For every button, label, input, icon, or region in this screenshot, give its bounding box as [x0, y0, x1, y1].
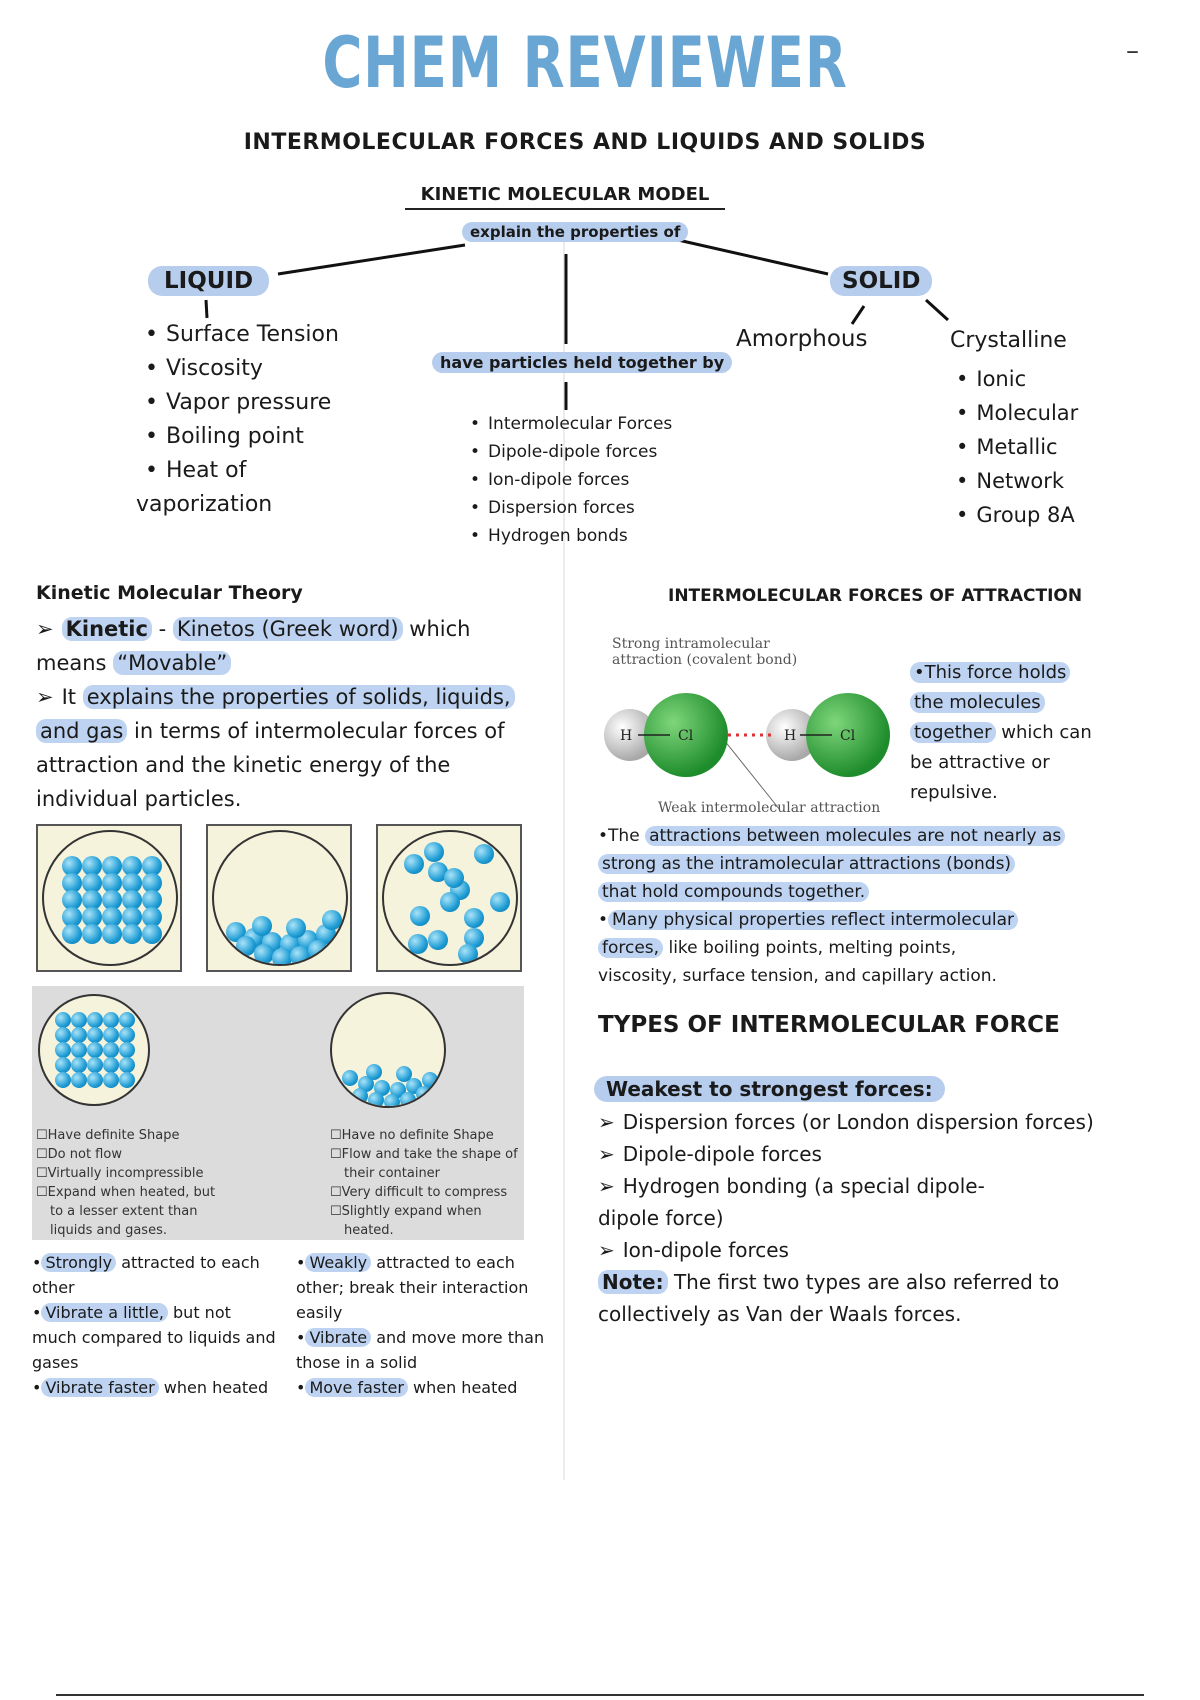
kinetic-word: Kinetic	[62, 617, 152, 641]
kmt-line-2	[36, 646, 556, 680]
kmt-line-5: attraction and the kinetic energy of the	[36, 753, 451, 777]
kmt-line-3	[36, 680, 556, 714]
explains-text: explains the properties of solids, liquids,	[83, 685, 515, 709]
solid-lattice	[62, 856, 166, 944]
solid-liquid-properties-figure	[32, 986, 524, 1240]
list-item: heated.	[344, 1223, 394, 1238]
hcl-cl-left: Cl	[678, 728, 694, 744]
weak-caption: Weak intermolecular attraction	[658, 800, 881, 816]
ifa-heading: INTERMOLECULAR FORCES OF ATTRACTION	[668, 586, 1083, 606]
types-list	[598, 1106, 1158, 1330]
ifa-p2-line1: • Many physical properties reflect intermolecular	[598, 906, 1138, 934]
list-item: • Network	[956, 464, 1078, 498]
solid-behaviour-1: • Strongly attracted to each	[32, 1253, 260, 1272]
list-item: • Molecular	[956, 396, 1078, 430]
it-text: It	[61, 685, 77, 709]
hcl-h-right: H	[784, 728, 797, 744]
gas-particles-panel	[376, 824, 522, 972]
solid-behaviour-2c: gases	[32, 1353, 79, 1372]
solid-behaviour-2: • Vibrate a little, but not	[32, 1303, 231, 1322]
kmm-underline	[405, 208, 725, 210]
solid-particles-panel	[36, 824, 182, 972]
holds-line-4: be attractive or	[910, 752, 1050, 773]
list-item: • Ionic	[956, 362, 1078, 396]
list-item: to a lesser extent than	[50, 1204, 198, 1219]
held-together-bubble: have particles held together by	[432, 352, 732, 373]
crystalline-label: Crystalline	[950, 328, 1067, 353]
list-item: ☐Have definite Shape	[36, 1128, 180, 1143]
liquid-sample-container	[330, 992, 446, 1108]
solid-properties-list	[36, 1126, 215, 1240]
holds-line-1: •This force holds	[910, 658, 1130, 688]
page-title: CHEM REVIEWER	[322, 22, 848, 104]
list-item: ☐Virtually incompressible	[36, 1166, 204, 1181]
list-item: ☐Expand when heated, but	[36, 1185, 216, 1200]
liquid-behaviour-3: • Move faster when heated	[296, 1378, 518, 1397]
ifa-paragraphs	[598, 822, 1138, 990]
ifa-p1-line1: •The attractions between molecules are not nearly as	[598, 822, 1138, 850]
list-item: • Vapor pressure	[145, 386, 339, 420]
list-item: their container	[344, 1166, 441, 1181]
list-item: • Surface Tension	[145, 318, 339, 352]
solid-behaviour	[32, 1250, 282, 1400]
kinetos-text: Kinetos (Greek word)	[173, 617, 403, 641]
note-line-1: Note: The first two types are also referred to	[598, 1266, 1158, 1298]
strong-caption: Strong intramolecular attraction (covalent bond)	[612, 636, 798, 668]
kmt-heading: Kinetic Molecular Theory	[36, 582, 303, 604]
liquid-properties	[145, 318, 339, 488]
weakest-to-strongest: Weakest to strongest forces:	[594, 1076, 945, 1102]
list-item: • Boiling point	[145, 420, 339, 454]
liquid-behaviour-1c: easily	[296, 1303, 343, 1322]
minimize-mark: –	[1126, 36, 1139, 66]
list-item: ➢ Dipole-dipole forces	[598, 1138, 1158, 1170]
ifa-p2-line3: viscosity, surface tension, and capillary action.	[598, 966, 997, 986]
dash: -	[158, 617, 167, 641]
liquid-node: LIQUID	[148, 266, 269, 296]
solid-sample-container	[38, 994, 150, 1106]
list-item: ➢ Dispersion forces (or London dispersion forces)	[598, 1106, 1158, 1138]
list-item: • Ion-dipole forces	[470, 466, 672, 494]
movable-text: “Movable”	[113, 651, 231, 675]
force-list	[470, 410, 672, 550]
solid-behaviour-3: • Vibrate faster when heated	[32, 1378, 269, 1397]
kmm-heading: KINETIC MOLECULAR MODEL	[420, 184, 710, 205]
bottom-rule	[56, 1694, 1144, 1696]
hcl-h-left: H	[620, 728, 633, 744]
list-item: ☐Have no definite Shape	[330, 1128, 494, 1143]
list-item: • Heat of	[145, 454, 339, 488]
ifa-p2-line2: forces, like boiling points, melting points,	[598, 934, 1138, 962]
and-gas-text: and gas	[36, 719, 127, 743]
solid-container	[42, 830, 178, 966]
list-item: • Dipole-dipole forces	[470, 438, 672, 466]
liquid-behaviour-1: • Weakly attracted to each	[296, 1253, 515, 1272]
list-item: ☐Flow and take the shape of	[330, 1147, 518, 1162]
list-item: • Viscosity	[145, 352, 339, 386]
liquid-behaviour-2b: those in a solid	[296, 1353, 418, 1372]
list-item: • Group 8A	[956, 498, 1078, 532]
solid-behaviour-1b: other	[32, 1278, 75, 1297]
holds-line-3: together which can	[910, 718, 1130, 748]
solid-node: SOLID	[830, 266, 932, 296]
note-line-2: collectively as Van der Waals forces.	[598, 1302, 962, 1326]
list-item: • Hydrogen bonds	[470, 522, 672, 550]
liquid-properties-list	[330, 1126, 518, 1240]
liquid-props-continued: vaporization	[136, 492, 273, 517]
solid-sample-lattice	[55, 1012, 139, 1092]
ifa-p1-line3: that hold compounds together.	[598, 878, 1138, 906]
kmt-line-4	[36, 714, 556, 748]
liquid-behaviour-1b: other; break their interaction	[296, 1278, 529, 1297]
liquid-particles-panel	[206, 824, 352, 972]
list-item: liquids and gases.	[50, 1223, 167, 1238]
list-item: • Metallic	[956, 430, 1078, 464]
ifa-p1-line2: strong as the intramolecular attractions (bonds)	[598, 850, 1138, 878]
liquid-behaviour	[296, 1250, 556, 1400]
list-item: ☐Slightly expand when	[330, 1204, 482, 1219]
kmt-rest-1: in terms of intermolecular forces of	[134, 719, 505, 743]
holds-line-2: the molecules	[910, 688, 1130, 718]
page-subtitle: INTERMOLECULAR FORCES AND LIQUIDS AND SOLIDS	[243, 130, 927, 155]
explain-bubble: explain the properties of	[462, 222, 688, 242]
list-item: ➢ Ion-dipole forces	[598, 1234, 1158, 1266]
list-item: ☐Do not flow	[36, 1147, 122, 1162]
crystalline-types	[956, 362, 1078, 532]
amorphous-label: Amorphous	[736, 326, 868, 352]
kmt-line-6: individual particles.	[36, 787, 242, 811]
holds-line-5: repulsive.	[910, 782, 998, 803]
hcl-molecule-diagram	[600, 660, 900, 820]
hcl-cl-right: Cl	[840, 728, 856, 744]
gas-container	[382, 830, 518, 966]
list-item-continued: dipole force)	[598, 1206, 724, 1230]
which-text: which	[409, 617, 471, 641]
list-item: • Intermolecular Forces	[470, 410, 672, 438]
kmt-body	[36, 612, 556, 816]
list-item: ☐Very difficult to compress	[330, 1185, 508, 1200]
list-item: • Dispersion forces	[470, 494, 672, 522]
liquid-container	[212, 830, 348, 966]
liquid-behaviour-2: • Vibrate and move more than	[296, 1328, 545, 1347]
solid-behaviour-2b: much compared to liquids and	[32, 1328, 276, 1347]
force-holds-note	[910, 658, 1130, 808]
types-heading: TYPES OF INTERMOLECULAR FORCE	[598, 1012, 1060, 1038]
kmt-line-1	[36, 612, 556, 646]
list-item: ➢ Hydrogen bonding (a special dipole-	[598, 1170, 1158, 1202]
means-text: means	[36, 651, 107, 675]
